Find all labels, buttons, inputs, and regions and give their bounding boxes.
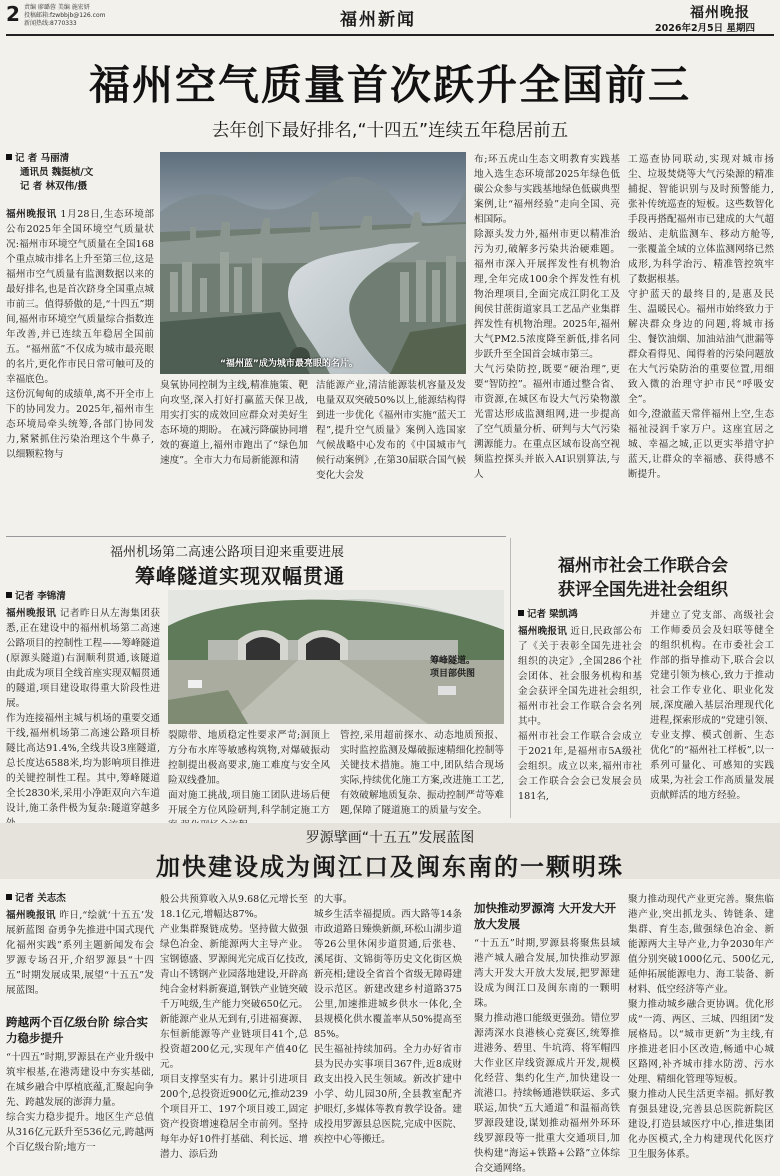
header-rule xyxy=(6,34,774,36)
article1-col3: 洁能源产业,清洁能源装机容量及发电量双双突破50%以上,能源结构得到进一步优化《福州市实施“蓝天工程”,提升空气质量》案例入选国家气候战略中心发布的《中国城市气候行动案例》,在第30届联合国气候变化大会发 xyxy=(316,380,466,481)
article4-col4: “十五五”时期,罗源县将聚焦县域港产城人融合发展,加快推动罗源湾大开发大开放大发展,把罗源建设成为闽江口及闽东南的一颗明珠。 聚力推动港口能级更强劲。错位罗源湾深水良港核心竞赛区,统筹推进港务、碧里、牛坑湾、将军帽四大作业区岸线资源成片开发,规模化经营、集约化生产,加快建设一流港口。持续畅通港铁联运、多式联运,加快“五大通道”和温福高铁罗源段建设,谋划推动福州外环环线罗源段等一批重大交通项目,加快构建“海运+铁路+公路”立体综合交通网络。 xyxy=(474,938,620,1174)
article4-lead: 福州晚报讯 xyxy=(6,910,56,921)
article2-col1-text: 记者昨日从左海集团获悉,正在建设中的福州机场第二高速公路项目的控制性工程——筹峰隧道(原源头隧道)右洞顺利贯通,该隧道由此成为项目全线首座实现双幅贯通的隧道,项目建设取得重大阶段性进展。 作为连接福州主城与机场的重要交通干线,福州机场第二高速公路项目桥隧比高达91.4%,全线共设3座隧道,总长度达6588米,均为影响项目推进的关键控制性工程。其中,筹峰隧道全长2830米,采用小净距双向六车道设计,施工条件极为复杂:隧道穿越多 xyxy=(6,608,160,814)
article2-photo-caption xyxy=(430,655,475,681)
article1-subtitle: 去年创下最好排名,“十四五”连续五年稳居前五 xyxy=(211,121,569,141)
bullet-icon xyxy=(518,610,524,616)
editors: 责编 廖璐蓉 美编 施宏妍 xyxy=(24,4,90,11)
article4-byline-text: 记者 关志杰 xyxy=(15,893,66,904)
article4-subhead1: 跨越两个百亿级台阶 综合实力稳步提升 xyxy=(6,1015,149,1045)
article3-col1-text: 近日,民政部公布了《关于表彰全国先进社会组织的决定》,全国286个社会团体、社会服务机构和基金会获评全国先进社会组织,福州市社会工作联合会名列其中。 福州市社会工作联合会成立于2021年,是福州市5A级社会组织。成立以来,福州市社会工作联合会会已发展会员181名, xyxy=(518,626,643,802)
hotline: 新闻热线:8770333 xyxy=(24,20,77,27)
article4-col1-text: 昨日,“绘就‘十五五’发展新蓝图 奋勇争先推进中国式现代化福州实践”系列主题新闻发布会罗源专场召开,介绍罗源县“十四五”时期发展成果,展望“十五五”发展蓝图。 xyxy=(6,910,155,996)
article2-headline: 筹峰隧道实现双幅贯通 xyxy=(135,564,345,588)
header-meta xyxy=(24,4,144,28)
byline-photographer: 记 者 林双伟/摄 xyxy=(20,181,88,192)
masthead: 福州晚报 xyxy=(690,5,750,21)
article1-lead: 福州晚报讯 xyxy=(6,209,57,220)
article1-headline: 福州空气质量首次跃升全国前三 xyxy=(89,61,691,109)
article4-headline: 加快建设成为闽江口及闽东南的一颗明珠 xyxy=(156,853,624,881)
article4-col1b: “十四五”时期,罗源县在产业升级中筑牢根基,在港湾建设中夯实基础,在城乡融合中厚植底蕴,汇聚起向争先、跨越发展的澎湃力量。 综合实力稳步提升。地区生产总值从316亿元跃升至536亿元,跨越两个百亿级台阶;地方一 xyxy=(6,1052,154,1153)
article3-title-line2: 获评全国先进社会组织 xyxy=(558,580,728,600)
article1-col2: 臭氧协同控制为主线,精准施策、靶向攻坚,深入打好打赢蓝天保卫战,用实打实的成效回应群众对美好生态环境的期盼。 在减污降碳协同增效的赛道上,福州市跑出了“绿色加速度”。全市大力布局新能源和清 xyxy=(160,380,308,466)
bullet-icon xyxy=(6,592,12,598)
caption-line1: 筹峰隧道。 xyxy=(430,656,476,666)
article3-lead: 福州晚报讯 xyxy=(518,626,568,637)
article4-col2: 般公共预算收入从9.68亿元增长至18.1亿元,增幅达87%。 产业集群聚链成势。坚持做大做强绿色冶金、新能源两大主导产业。宝钢德盛、罗源闽光完成百亿技改,青山不锈钢产业园落地建设,开辟高纯合金材料新赛道,钢铁产业链突破千万吨级,生产能力突破650亿元。新能源产业从无到有,引进福赛源、东恒新能源等产业链项目41个,总投资超200亿元,实现年产值40亿元。 项目支撑坚实有力。累计引进项目200个,总投资近900亿元,推动239个项目开工、197个项目竣工,固定资产投资增速稳居全市前列。坚持每年办好10件打基础、利长远、增潜力、添后劲 xyxy=(160,894,308,1160)
article1-photo-caption: “福州蓝”成为城市最亮眼的名片。 xyxy=(220,359,358,369)
caption-line2: 项目部供图 xyxy=(430,669,476,679)
page-number: 2 xyxy=(6,2,20,26)
article1-col4: 布;环五虎山生态文明教育实践基地入选生态环境部2025年绿色低碳公众参与实践基地绿色低碳典型案例,让“福州经验”走向全国、亮相国际。 除源头发力外,福州市更以精准治污为刃,破解多污染共治硬难题。福州市深入开展挥发性有机物治理,全年完成100余个挥发性有机物治理项目,全面完成江阴化工及闽侯甘蔗街道家具工艺品产业集群挥发性有机物治理。2025年,福州大气PM2.5浓度降至新低,排名同步跃升至全国首会城市第三。 大气污染防控,既要“硬治理”,更要“智防控”。福州市通过整合省、市资源,在城区布设大气污染物激光雷达形成监测组网,进一步提高了空气质量分析、研判与大气污染溯源能力。在重点区域布设高空视频监控探头并嵌入AI识别算法,与人 xyxy=(474,154,620,480)
article3-byline-text: 记者 梁凯鸿 xyxy=(527,609,578,620)
issue-date: 2026年2月5日 星期四 xyxy=(655,23,755,34)
bullet-icon xyxy=(6,154,12,160)
article1-col5: 工巡查协同联动,实现对城市扬尘、垃圾焚烧等大气污染源的精准捕捉、智能识别与及时预警能力,张补传统巡查的短板。这些数智化手段再搭配福州市已建成的大气超级站、走航监测车、移动方舱等,一张覆盖全域的立体监测网络已然成形,为科学治污、精准管控筑牢了数据根基。 守护蓝天的最终目的,是惠及民生、温暖民心。福州市始终致力于解决群众身边的问题,将城市扬尘、餐饮油烟、加油站油气泄漏等群众看得见、闻得着的污染问题放在大气污染防治的重要位置,用细致入微的治理守护市民“呼吸安全”。 如今,澄澈蓝天常伴福州上空,生态福祉浸润千家万户。这座宜居之城、幸福之城,正以更实举措守护蓝天,让群众的幸福感、获得感不断提升。 xyxy=(628,154,774,480)
divider xyxy=(6,536,506,537)
article2-byline xyxy=(6,590,66,604)
article2-col1 xyxy=(6,606,160,816)
article2-col3: 管控,采用超前探水、动态地质预报、实时监控监测及爆破振速精细化控制等关键技术措施。施工中,团队结合现场实际,持续优化施工方案,改进施工工艺,有效破解地质复杂、振动控制严苛等难题,保障了隧道施工的质量与安全。 xyxy=(340,730,504,816)
article3-col1 xyxy=(518,624,642,818)
article4-col3: 的大事。 城乡生活幸福提质。西大路等14条市政道路日臻焕新颜,环松山湖步道等26公里休闲步道贯通,后张巷、溪尾街、文锦街等历史文化街区焕新亮相;建设全省首个省级无障碍建设示范区。新建改建乡村道路375公里,加速推进城乡供水一体化,全县规模化供水覆盖率从50%提高至85%。 民生福祉持续加码。全力办好省市县为民办实事项目367件,近8成财政支出投入民生领域。新改扩建中小学、幼儿园30所,全县教室配齐护眼灯,多媒体等教育教学设备。建成投用罗源县总医院,完成中医院、疾控中心等搬迁。 xyxy=(314,894,462,1145)
article4-subhead2: 加快推动罗源湾 大开发大开放大发展 xyxy=(474,901,617,931)
article1-byline xyxy=(6,152,156,194)
article2-kicker: 福州机场第二高速公路项目迎来重要进展 xyxy=(110,545,345,560)
city-skyline-image xyxy=(160,152,466,374)
article4-col5: 聚力推动现代产业更完善。聚焦临港产业,突出抓龙头、铸链条、建集群、育生态,做强绿色冶金、新能源两大主导产业,力争2030年产值分别突破1000亿元、500亿元,延伸拓展能源电力、海工装备、新材料、低空经济等产业。 聚力推动城乡融合更协调。优化形成“一湾、两区、三城、四组团”发展格局。以“城市更新”为主线,有序推进老旧小区改造,畅通中心城区路网,补齐城市排水防涝、污水处理、精细化管理等短板。 聚力推动人民生活更幸福。抓好教育强县建设,完善县总医院新院区建设,打造县域医疗中心,推进集团化办医模式,全力构建现代化医疗卫生服务体系。 xyxy=(628,894,774,1160)
article4-kicker: 罗源擘画“十五五”发展蓝图 xyxy=(305,830,475,846)
bullet-icon xyxy=(6,894,12,900)
article1-col1 xyxy=(6,207,154,460)
article3-headline xyxy=(512,554,774,602)
article3-col2: 并建立了党支部、高级社会工作师委员会及妇联等健全的组织机构。在市委社会工作部的指导推动下,联合会以党建引领为核心,致力于推动社会工作专业化、职业化发展,深度融入基层治理现代化进程,探索形成的“党建引领、专业支撑、模式创新、生态优化”的“福州社工样板”,以一系列可量化、可感知的实践成果,为社会工作高质量发展贡献鲜活的地方经验。 xyxy=(650,610,774,801)
article3-title-line1: 福州市社会工作联合会 xyxy=(558,556,728,576)
article4-col1a xyxy=(6,908,155,996)
article2-col2: 裂隙带、地质稳定性要求严苛;洞顶上方分布水库等敏感构筑物,对爆破振动控制提出极高要求,施工难度与安全风险双线叠加。 面对施工挑战,项目施工团队进场后便开展全方位风险研判,科学制定施工方 xyxy=(168,730,330,816)
section-title: 福州新闻 xyxy=(340,10,416,30)
email: 投稿邮箱:fzwbbjb@126.com xyxy=(24,12,106,19)
article2-lead: 福州晚报讯 xyxy=(6,608,57,619)
article2-byline-text: 记者 李锦清 xyxy=(15,591,66,602)
article4-byline xyxy=(6,892,66,906)
byline-reporter: 记 者 马丽清 xyxy=(15,153,70,164)
air-quality-photo xyxy=(160,152,466,374)
article3-byline xyxy=(518,608,578,622)
article1-col1-text: 1月28日,生态环境部公布2025年全国环境空气质量状况:福州市环境空气质量在全国168个重点城市排名上升至第三位,这是福州市空气质量有监测数据以来的最好排名,也是首次跻身全国重点城市前三。值得骄傲的是,“十四五”期间,福州市环境空气质量综合指数连年改善,并已连续五年稳居全国前五。“福州蓝”不仅成为城市最亮眼的名片,更化作市民日常可触可及的幸福底色。 这份沉甸甸的成绩单,离不开全市上下的协同发力。2025年,福州市生态环境局牵头统筹,各部门协同发力,紧紧抓住污染治理这个牛鼻子,以细颗粒物与 xyxy=(6,209,154,460)
byline-correspondent: 通讯员 魏挺桢/文 xyxy=(20,167,94,178)
